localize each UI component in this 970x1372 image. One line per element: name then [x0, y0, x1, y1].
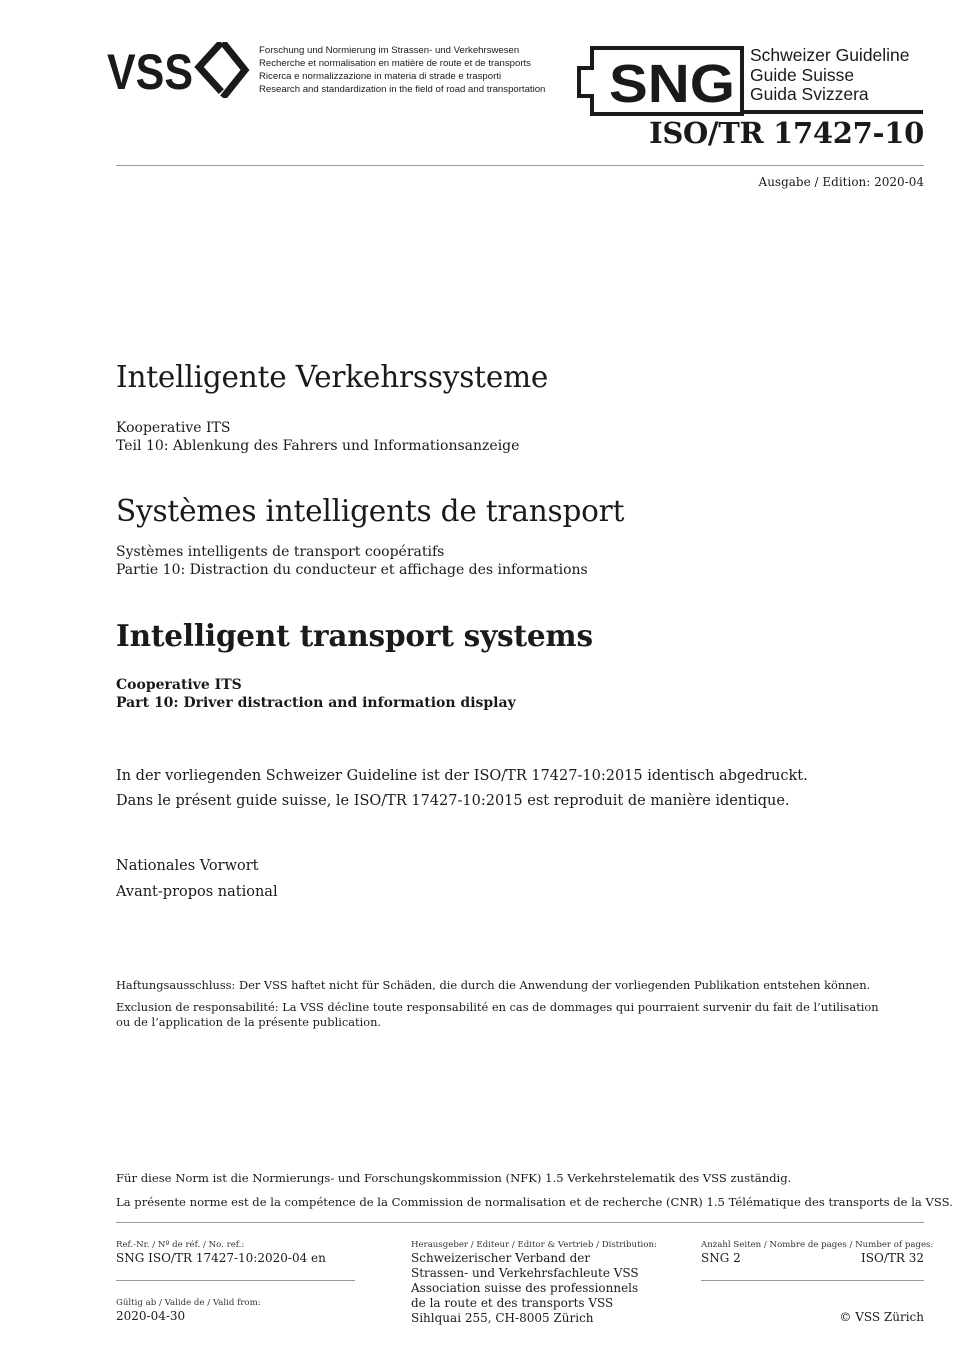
- subtitle-de-2: Teil 10: Ablenkung des Fahrers und Informationsanzeige: [116, 438, 520, 454]
- identical-statement-fr: Dans le présent guide suisse, le ISO/TR 17427-10:2015 est reproduit de manière identique.: [116, 793, 790, 809]
- sng-tagline-it: Guida Svizzera: [750, 84, 869, 104]
- title-fr: Systèmes intelligents de transport: [116, 494, 625, 528]
- valid-label: Gültig ab / Valide de / Valid from:: [116, 1298, 261, 1308]
- edition: Ausgabe / Edition: 2020-04: [758, 175, 924, 189]
- subtitle-en-2: Part 10: Driver distraction and information display: [116, 695, 516, 711]
- vss-tagline-fr: Recherche et normalisation en matière de route et de transports: [259, 58, 531, 69]
- disclaimer-fr-line2: ou de l’application de la présente publication.: [116, 1015, 382, 1029]
- competence-fr: La présente norme est de la compétence de la Commission de normalisation et de recherche (CNR) 1.5 Télématique des transports de la VSS.: [116, 1195, 953, 1209]
- vss-logo-text: VSS: [107, 44, 193, 98]
- disclaimer-de: Haftungsausschluss: Der VSS haftet nicht für Schäden, die durch die Anwendung der vorliegenden Publikation entstehen können.: [116, 978, 871, 992]
- sng-tagline-de: Schweizer Guideline: [750, 45, 910, 65]
- standard-number: ISO/TR 17427-10: [649, 116, 924, 150]
- copyright: © VSS Zürich: [839, 1310, 924, 1324]
- vss-tagline-de: Forschung und Normierung im Strassen- und Verkehrswesen: [259, 45, 520, 56]
- competence-de: Für diese Norm ist die Normierungs- und Forschungskommission (NFK) 1.5 Verkehrstelematik des VSS zuständig.: [116, 1171, 792, 1185]
- publisher-line: de la route et des transports VSS: [411, 1296, 614, 1310]
- identical-statement-de: In der vorliegenden Schweizer Guideline ist der ISO/TR 17427-10:2015 identisch abgedruckt.: [116, 768, 808, 784]
- pages-sng: SNG 2: [701, 1251, 741, 1265]
- subtitle-fr-2: Partie 10: Distraction du conducteur et affichage des informations: [116, 562, 588, 578]
- vss-tagline: [259, 44, 545, 96]
- valid-value: 2020-04-30: [116, 1309, 186, 1323]
- subtitle-en-1: Cooperative ITS: [116, 677, 242, 693]
- foreword-de: Nationales Vorwort: [116, 858, 259, 874]
- vss-logo: [107, 42, 252, 102]
- publisher-label: Herausgeber / Editeur / Editor & Vertrieb / Distribution:: [411, 1240, 657, 1250]
- title-en: Intelligent transport systems: [116, 618, 593, 653]
- publisher-line: Schweizerischer Verband der: [411, 1251, 591, 1265]
- publisher-address: [411, 1251, 639, 1326]
- sng-tagline: [750, 46, 910, 105]
- disclaimer-fr-line1: Exclusion de responsabilité: La VSS décline toute responsabilité en cas de dommages qui pourraient survenir du fait de l’utilisation: [116, 1000, 879, 1014]
- footer-right-rule: [701, 1280, 924, 1281]
- subtitle-de-1: Kooperative ITS: [116, 420, 231, 436]
- vss-tagline-it: Ricerca e normalizzazione in materia di strade e trasporti: [259, 71, 502, 82]
- publisher-line: Sihlquai 255, CH-8005 Zürich: [411, 1311, 594, 1325]
- sng-tagline-fr: Guide Suisse: [750, 64, 855, 85]
- header-divider: [116, 165, 924, 166]
- ref-value: SNG ISO/TR 17427-10:2020-04 en: [116, 1251, 326, 1265]
- footer-divider: [116, 1222, 924, 1223]
- publisher-line: Association suisse des professionnels: [411, 1281, 639, 1295]
- vss-tagline-en: Research and standardization in the field of road and transportation: [259, 84, 546, 95]
- footer-left-rule: [116, 1280, 355, 1281]
- foreword-fr: Avant-propos national: [116, 884, 278, 900]
- pages-label: Anzahl Seiten / Nombre de pages / Number of pages:: [701, 1240, 934, 1250]
- publisher-line: Strassen- und Verkehrsfachleute VSS: [411, 1266, 639, 1280]
- sng-logo-text: SNG: [609, 54, 735, 114]
- chevron-right-icon: [225, 45, 245, 95]
- chevron-left-icon: [199, 45, 219, 89]
- ref-label: Ref.-Nr. / Nº de réf. / No. ref.:: [116, 1240, 245, 1250]
- subtitle-fr-1: Systèmes intelligents de transport coopératifs: [116, 544, 445, 560]
- pages-iso: ISO/TR 32: [861, 1251, 924, 1265]
- title-de: Intelligente Verkehrssysteme: [116, 360, 549, 394]
